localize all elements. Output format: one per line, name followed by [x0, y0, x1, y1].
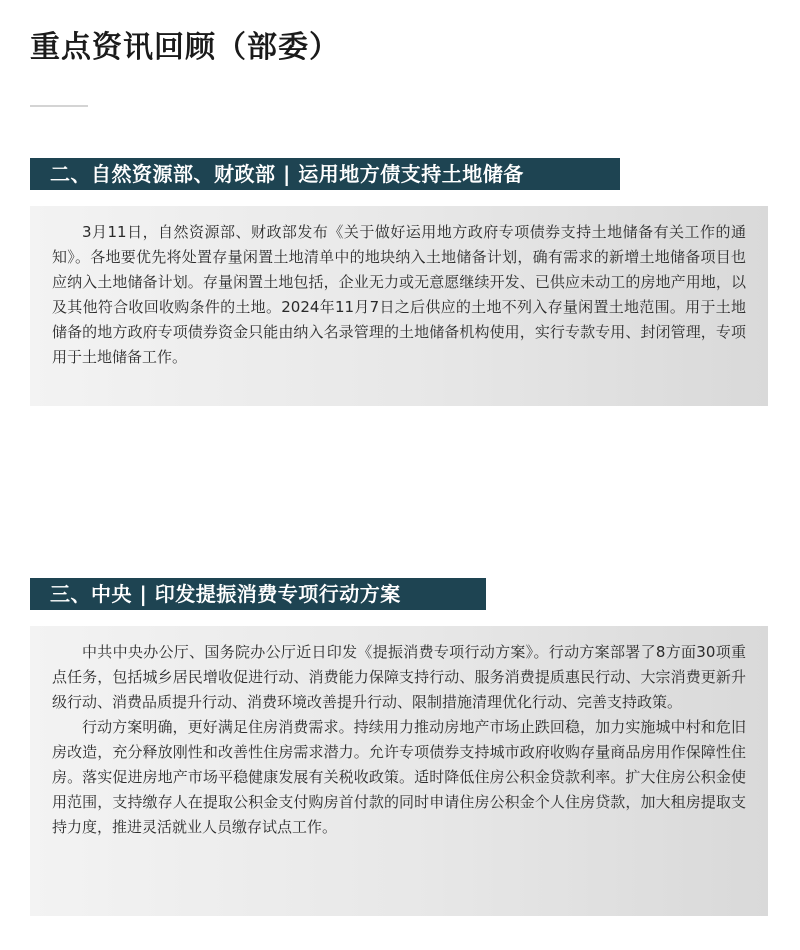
section-2-number: 二、 [50, 162, 91, 186]
section-3-topic: 印发提振消费专项行动方案 [154, 582, 401, 606]
section-3-header [30, 578, 486, 610]
section-3-paragraph-2: 行动方案明确，更好满足住房消费需求。持续用力推动房地产市场止跌回稳，加力实施城中村和危旧房改造，充分释放刚性和改善性住房需求潜力。允许专项债券支持城市政府收购存量商品房用作保障性住房。落实促进房地产市场平稳健康发展有关税收政策。适时降低住房公积金贷款利率。扩大住房公积金使用范围，支持缴存人在提取公积金支付购房首付款的同时申请住房公积金个人住房贷款，加大租房提取支持力度，推进灵活就业人员缴存试点工作。 [52, 718, 746, 836]
section-3-number: 三、 [50, 582, 91, 606]
section-2-body [30, 206, 768, 406]
section-3-body [30, 626, 768, 916]
section-2-agency: 自然资源部、财政部 [91, 162, 276, 186]
section-2-paragraph-1: 3月11日，自然资源部、财政部发布《关于做好运用地方政府专项债券支持土地储备有关工作的通知》。各地要优先将处置存量闲置土地清单中的地块纳入土地储备计划，确有需求的新增土地储备项目也应纳入土地储备计划。存量闲置土地包括，企业无力或无意愿继续开发、已供应未动工的房地产用地，以及其他符合收回收购条件的土地。2024年11月7日之后供应的土地不列入存量闲置土地范围。用于土地储备的地方政府专项债券资金只能由纳入名录管理的土地储备机构使用，实行专款专用、封闭管理，专项用于土地储备工作。 [52, 223, 746, 366]
section-2-header [30, 158, 620, 190]
title-divider [30, 105, 88, 107]
section-3-separator: | [132, 582, 155, 606]
section-2-separator: | [275, 162, 299, 186]
section-2-topic: 运用地方债支持土地储备 [298, 162, 524, 186]
section-3-paragraph-1: 中共中央办公厅、国务院办公厅近日印发《提振消费专项行动方案》。行动方案部署了8方面30项重点任务，包括城乡居民增收促进行动、消费能力保障支持行动、服务消费提质惠民行动、大宗消费更新升级行动、消费品质提升行动、消费环境改善提升行动、限制措施清理优化行动、完善支持政策。 [52, 643, 746, 711]
page-title: 重点资讯回顾（部委） [30, 30, 340, 65]
section-3-agency: 中央 [91, 582, 132, 606]
